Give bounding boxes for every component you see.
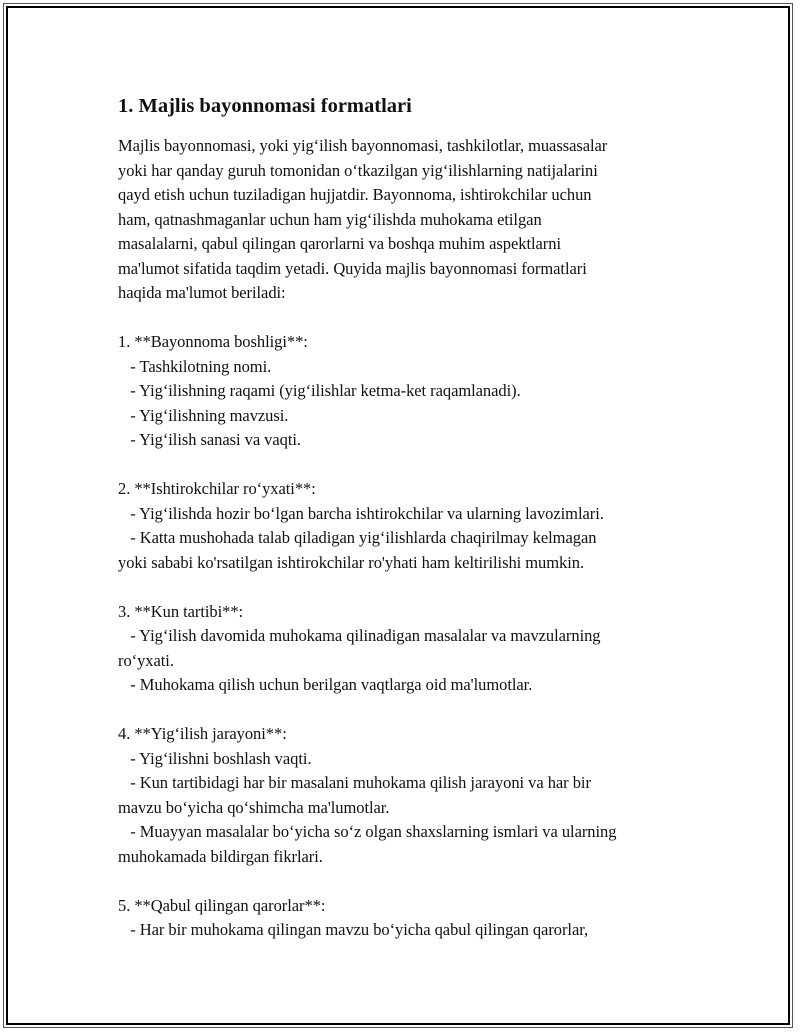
list-item: yoki sababi ko'rsatilgan ishtirokchilar ro'yhati ham keltirilishi mumkin. <box>118 552 585 572</box>
list-item: - Katta mushohada talab qiladigan yig‘ilishlarda chaqirilmay kelmagan <box>118 528 597 547</box>
list-section-proceedings <box>118 722 688 869</box>
list-item: - Muayyan masalalar bo‘yicha so‘z olgan shaxslarning ismlari va ularning <box>118 822 617 841</box>
list-section-participants <box>118 477 688 575</box>
paragraph-line: qayd etish uchun tuziladigan hujjatdir. Bayonnoma, ishtirokchilar uchun <box>118 185 592 204</box>
list-item: mavzu bo‘yicha qo‘shimcha ma'lumotlar. <box>118 797 390 817</box>
list-item: - Har bir muhokama qilingan mavzu bo‘yicha qabul qilingan qarorlar, <box>118 920 589 939</box>
section-heading: 1. Majlis bayonnomasi formatlari <box>118 95 412 117</box>
spacer <box>118 453 688 478</box>
paragraph-line: Majlis bayonnomasi, yoki yig‘ilish bayonnomasi, tashkilotlar, muassasalar <box>118 136 608 155</box>
list-section-title: 2. **Ishtirokchilar ro‘yxati**: <box>118 479 316 498</box>
list-item: - Yig‘ilishda hozir bo‘lgan barcha ishtirokchilar va ularning lavozimlari. <box>118 503 604 523</box>
paragraph-line: haqida ma'lumot beriladi: <box>118 283 286 302</box>
spacer <box>118 575 688 600</box>
list-section-header <box>118 330 688 453</box>
list-item: - Yig‘ilishning mavzusi. <box>118 405 289 425</box>
spacer <box>118 306 688 331</box>
list-item: - Yig‘ilishni boshlash vaqti. <box>118 748 312 768</box>
list-item: - Muhokama qilish uchun berilgan vaqtlarga oid ma'lumotlar. <box>118 675 533 694</box>
paragraph-line: ham, qatnashmaganlar uchun ham yig‘ilishda muhokama etilgan <box>118 209 542 229</box>
paragraph-line: ma'lumot sifatida taqdim yetadi. Quyida majlis bayonnomasi formatlari <box>118 258 587 278</box>
document-body <box>118 92 688 943</box>
list-section-title: 1. **Bayonnoma boshligi**: <box>118 332 308 351</box>
list-section-title: 5. **Qabul qilingan qarorlar**: <box>118 895 326 915</box>
list-item: - Yig‘ilishning raqami (yig‘ilishlar ketma-ket raqamlanadi). <box>118 381 521 400</box>
list-section-decisions <box>118 894 688 943</box>
list-section-agenda <box>118 600 688 698</box>
intro-paragraph <box>118 134 688 306</box>
spacer <box>118 698 688 723</box>
paragraph-line: masalalarni, qabul qilingan qarorlarni va boshqa muhim aspektlarni <box>118 234 561 253</box>
list-item: ro‘yxati. <box>118 650 174 670</box>
paragraph-line: yoki har qanday guruh tomonidan o‘tkazilgan yig‘ilishlarning natijalarini <box>118 160 598 180</box>
list-section-title: 4. **Yig‘ilish jarayoni**: <box>118 724 287 743</box>
list-item: - Yig‘ilish sanasi va vaqti. <box>118 430 301 449</box>
list-item: muhokamada bildirgan fikrlari. <box>118 846 323 866</box>
list-item: - Kun tartibidagi har bir masalani muhokama qilish jarayoni va har bir <box>118 773 591 792</box>
spacer <box>118 869 688 894</box>
list-section-title: 3. **Kun tartibi**: <box>118 601 244 621</box>
list-item: - Yig‘ilish davomida muhokama qilinadigan masalalar va mavzularning <box>118 626 601 645</box>
list-item: - Tashkilotning nomi. <box>118 356 272 376</box>
